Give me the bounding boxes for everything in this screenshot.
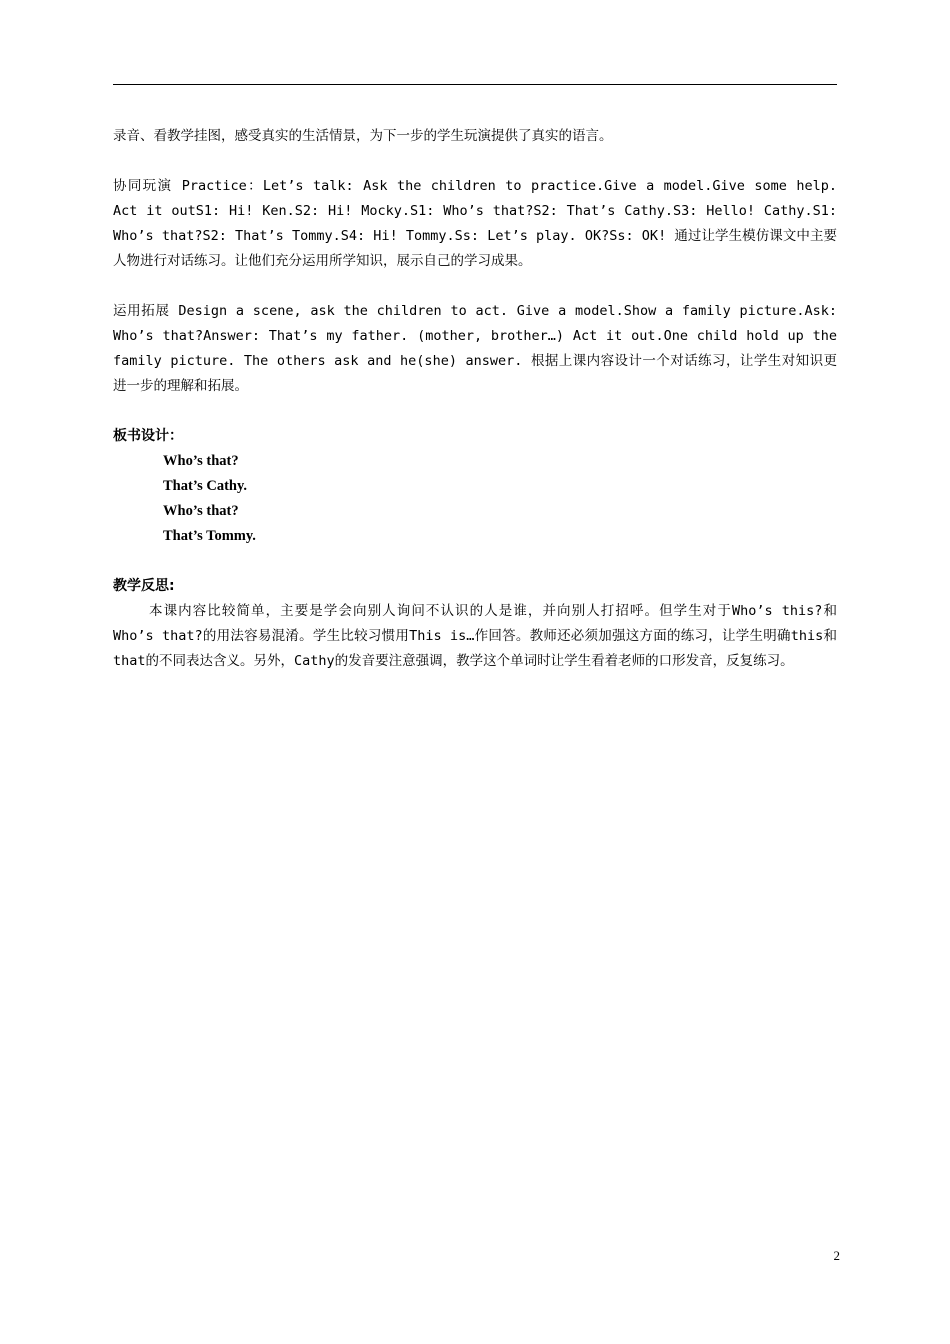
paragraph-gap xyxy=(113,549,837,574)
paragraph-gap xyxy=(113,149,837,174)
practice-paragraph: 协同玩演 Practice：Let’s talk: Ask the children to practice.Give a model.Give some help. Act it outS1: Hi! Ken.S2: Hi! Mocky.S1: Who’s that?S2: That’s Cathy.S3: Hello! Cathy.S1: Who’s that?S2: That’s Tommy.S4: Hi! Tommy.Ss: Let’s play. OK?Ss: OK! 通过让学生模仿课文中主要人物进行对话练习。让他们充分运用所学知识，展示自己的学习成果。 xyxy=(113,178,837,269)
intro-paragraph: 录音、看教学挂图，感受真实的生活情景，为下一步的学生玩演提供了真实的语言。 xyxy=(113,128,613,144)
board-line: Who’s that? xyxy=(163,503,239,519)
paragraph-gap xyxy=(113,274,837,299)
board-line: That’s Tommy. xyxy=(163,528,256,544)
document-body xyxy=(113,124,837,674)
board-line: Who’s that? xyxy=(163,453,239,469)
paragraph-gap xyxy=(113,399,837,424)
header-rule xyxy=(113,84,837,85)
board-design-heading: 板书设计： xyxy=(113,428,183,444)
page-number: 2 xyxy=(833,1248,840,1263)
reflection-heading: 教学反思: xyxy=(113,578,175,594)
board-line: That’s Cathy. xyxy=(163,478,248,494)
extension-paragraph: 运用拓展 Design a scene, ask the children to act. Give a model.Show a family picture.Ask: Who’s that?Answer: That’s my father. (mother, brother…) Act it out.One child hold up the family picture. The others ask and he(she) answer. 根据上课内容设计一个对话练习，让学生对知识更进一步的理解和拓展。 xyxy=(113,303,837,394)
reflection-paragraph: 本课内容比较简单，主要是学会向别人询问不认识的人是谁，并向别人打招呼。但学生对于Who’s this?和 Who’s that?的用法容易混淆。学生比较习惯用This is…作回答。教师还必须加强这方面的练习，让学生明确this和 that的不同表达含义。另外，Cathy的发音要注意强调，教学这个单词时让学生看着老师的口形发音，反复练习。 xyxy=(113,603,837,669)
